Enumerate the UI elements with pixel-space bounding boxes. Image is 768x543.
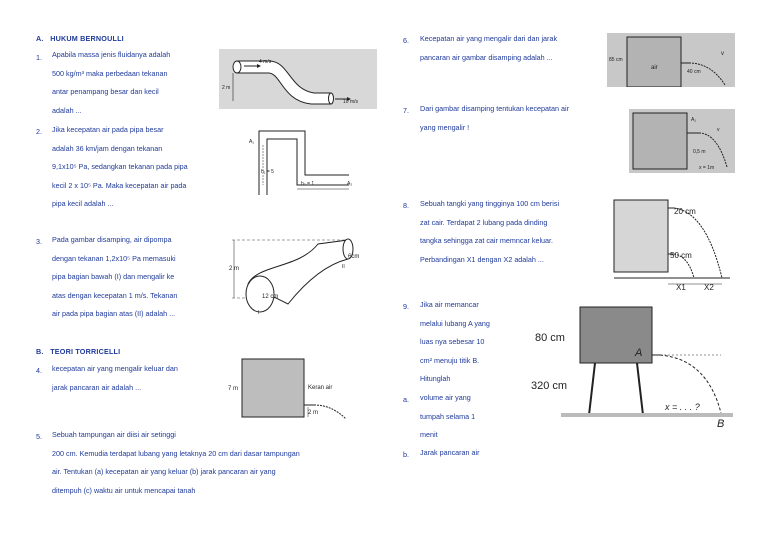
q9a-line: menit xyxy=(420,430,438,439)
fig8-h2: 50 cm xyxy=(670,251,692,260)
q9a-line: tumpah selama 1 xyxy=(420,411,476,421)
fig2-h1: h₁ = 5 xyxy=(261,169,274,175)
question-2-text xyxy=(52,121,222,214)
q9a-line: volume air yang xyxy=(420,393,471,402)
fig6-v: v xyxy=(721,51,724,57)
figure-1-pipe xyxy=(219,49,377,109)
q9-line: melalui lubang A yang xyxy=(420,318,490,328)
figure-9-tank xyxy=(521,303,739,429)
question-9a-letter: a. xyxy=(403,395,409,404)
fig3-p1: I xyxy=(258,310,260,316)
q5-line: Sebuah tampungan air diisi air setinggi xyxy=(52,430,176,439)
question-9a-text xyxy=(420,389,515,445)
figure-2-pipe xyxy=(237,123,359,195)
q8-line: Perbandingan X1 dengan X2 adalah ... xyxy=(420,254,544,264)
q8-line: zat cair. Terdapat 2 lubang pada dinding xyxy=(420,217,548,227)
question-7-number: 7. xyxy=(403,106,409,115)
q6-line: Kecepatan air yang mengalir dari dan jarak xyxy=(420,34,558,43)
fig7-x: x = 1m xyxy=(699,165,715,171)
fig7-a1: A₁ xyxy=(691,117,697,123)
q9-line: cm² menuju titik B. xyxy=(420,355,480,365)
q3-line: Pada gambar disamping, air dipompa xyxy=(52,235,172,244)
question-4-text xyxy=(52,360,217,397)
figure-6-tank xyxy=(607,33,735,87)
fig8-x1: X1 xyxy=(676,283,686,292)
q5-line: air. Tentukan (a) kecepatan air yang keluar (b) jarak pancaran air yang xyxy=(52,467,276,476)
fig7-v: v xyxy=(717,127,720,133)
fig7-h: 0,5 m xyxy=(693,149,706,155)
question-1-number: 1. xyxy=(36,53,42,62)
fig4-h: 7 m xyxy=(228,386,239,392)
q4-line: kecepatan air yang mengalir keluar dan xyxy=(52,364,178,373)
fig3-d2: 6cm xyxy=(348,254,360,260)
q9-line: luas nya sebesar 10 xyxy=(420,337,485,346)
question-3-text xyxy=(52,231,217,324)
q2-line: kecil 2 x 10⁵ Pa. Maka kecepatan air pada xyxy=(52,180,187,190)
fig1-h: 2 m xyxy=(222,85,231,91)
fig9-b: B xyxy=(717,418,725,429)
question-8-number: 8. xyxy=(403,201,409,210)
fig8-h1: 20 cm xyxy=(674,207,696,216)
q9-line: Jika air memancar xyxy=(420,300,479,309)
q7-line: yang mengalir ! xyxy=(420,122,470,132)
fig3-d1: 12 cm xyxy=(262,294,279,300)
q5-line: ditempuh (c) waktu air untuk mencapai tanah xyxy=(52,485,196,495)
question-2-number: 2. xyxy=(36,127,42,136)
question-3-number: 3. xyxy=(36,237,42,246)
figure-8-tank xyxy=(610,196,734,292)
fig3-h: 2 m xyxy=(229,266,240,272)
fig6-h2: 40 cm xyxy=(687,69,701,75)
q2-line: pipa kecil adalah ... xyxy=(52,199,114,208)
figure-7-tank xyxy=(629,109,735,173)
question-9b-letter: b. xyxy=(403,450,409,459)
question-5-text xyxy=(52,426,367,500)
q3-line: pipa bagian bawah (I) dan mengalir ke xyxy=(52,272,175,281)
question-7-text xyxy=(420,100,610,137)
fig9-a: A xyxy=(635,347,643,359)
question-1-text xyxy=(52,46,212,120)
fig2-h2: h₂ = 1 xyxy=(301,181,315,187)
fig9-h1: 80 cm xyxy=(535,332,565,344)
fig2-a1: A₁ xyxy=(249,139,255,145)
question-9b-text: Jarak pancaran air xyxy=(420,448,480,457)
question-5-number: 5. xyxy=(36,432,42,441)
q3-line: air pada pipa bagian atas (II) adalah ... xyxy=(52,309,176,318)
section-b-heading: B. TEORI TORRICELLI xyxy=(36,347,121,356)
fig9-h2: 320 cm xyxy=(531,380,568,392)
figure-3-pipe xyxy=(228,234,366,318)
fig8-x2: X2 xyxy=(704,283,714,292)
q2-line: Jika kecepatan air pada pipa besar xyxy=(52,125,164,134)
question-6-number: 6. xyxy=(403,36,409,45)
fig3-p2: II xyxy=(342,264,345,270)
question-4-number: 4. xyxy=(36,366,42,375)
q5-line: 200 cm. Kemudia terdapat lubang yang letaknya 20 cm dari dasar tampungan xyxy=(52,448,300,458)
fig2-a2: A₂ xyxy=(347,181,353,187)
figure-4-tank xyxy=(228,357,370,421)
q9-line: Hitunglah xyxy=(420,374,451,383)
fig6-h1: 85 cm xyxy=(609,57,623,63)
fig4-hole: 2 m xyxy=(308,410,319,416)
question-9-text xyxy=(420,296,515,389)
q4-line: jarak pancaran air adalah ... xyxy=(52,382,142,392)
q1-line: 500 kg/m³ maka perbedaan tekanan xyxy=(52,68,168,78)
question-9-number: 9. xyxy=(403,302,409,311)
fig1-v1: 4 m/s xyxy=(259,59,272,65)
fig6-air: air xyxy=(651,65,658,71)
fig9-x: x = . . . ? xyxy=(665,402,700,412)
section-a-heading: A. HUKUM BERNOULLI xyxy=(36,34,124,43)
q6-line: pancaran air gambar disamping adalah ... xyxy=(420,52,553,62)
fig4-tap: Keran air xyxy=(308,385,333,391)
q7-line: Dari gambar disamping tentukan kecepatan air xyxy=(420,104,570,113)
fig1-v2: 10 m/s xyxy=(343,99,359,105)
q2-line: 9,1x10⁵ Pa, sedangkan tekanan pada pipa xyxy=(52,162,188,171)
q3-line: dengan tekanan 1,2x10⁵ Pa memasuki xyxy=(52,253,176,263)
q2-line: adalah 36 km/jam dengan tekanan xyxy=(52,143,163,153)
q8-line: Sebuah tangki yang tingginya 100 cm berisi xyxy=(420,199,560,208)
q8-line: tangka sehingga zat cair memncar keluar. xyxy=(420,236,554,245)
q1-line: adalah ... xyxy=(52,105,82,115)
q1-line: antar penampang besar dan kecil xyxy=(52,87,159,96)
q1-line: Apabila massa jenis fluidanya adalah xyxy=(52,50,171,59)
question-8-text xyxy=(420,195,602,269)
question-6-text xyxy=(420,30,610,67)
q3-line: atas dengan kecepatan 1 m/s. Tekanan xyxy=(52,290,178,300)
